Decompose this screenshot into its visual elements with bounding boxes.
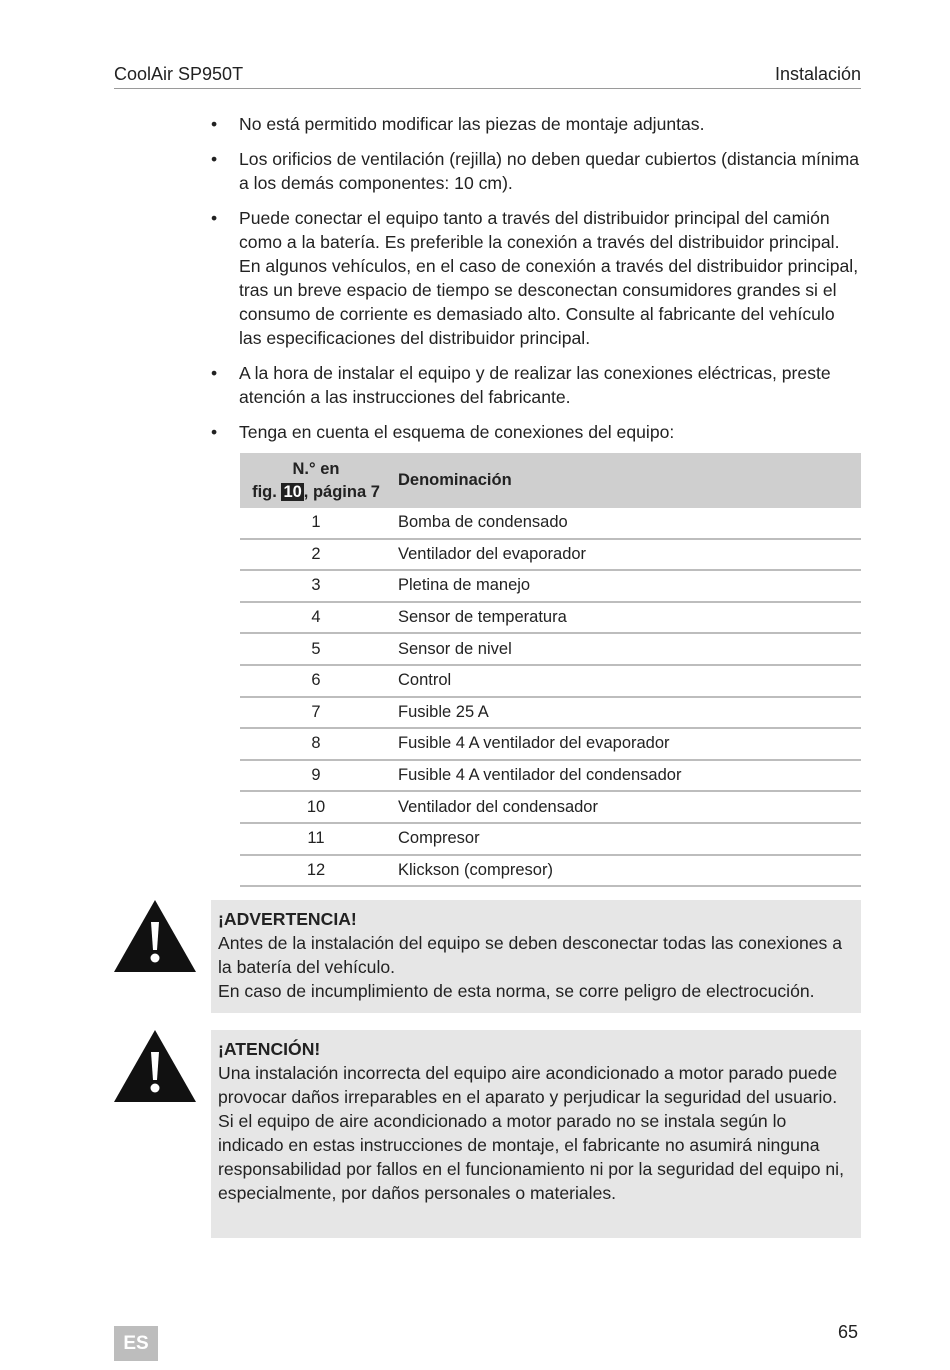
bullet-marker: • — [211, 363, 218, 383]
table-row — [240, 633, 861, 665]
row-number: 10 — [240, 791, 392, 823]
connection-table — [240, 453, 861, 887]
row-name: Control — [392, 665, 861, 697]
row-name: Bomba de condensado — [392, 508, 861, 539]
column-header-name: Denominación — [392, 453, 861, 508]
list-item — [211, 361, 861, 409]
list-item — [211, 147, 861, 195]
bullet-marker: • — [211, 114, 218, 134]
table-header-row — [240, 453, 861, 508]
list-item — [211, 206, 861, 350]
list-item-text: Tenga en cuenta el esquema de conexiones del equipo: — [239, 422, 675, 442]
caution-box — [211, 1030, 861, 1238]
row-name: Sensor de nivel — [392, 633, 861, 665]
list-item — [211, 112, 861, 136]
table-row — [240, 665, 861, 697]
table-row — [240, 570, 861, 602]
row-number: 11 — [240, 823, 392, 855]
warning-text: Antes de la instalación del equipo se deben desconectar todas las conexiones a la batería del vehículo. — [218, 933, 843, 977]
table-row — [240, 539, 861, 571]
table-row — [240, 728, 861, 760]
row-number: 3 — [240, 570, 392, 602]
bullet-marker: • — [211, 422, 218, 442]
row-name: Ventilador del evaporador — [392, 539, 861, 571]
row-name: Fusible 4 A ventilador del condensador — [392, 760, 861, 792]
figure-reference: 10 — [283, 482, 302, 501]
bullet-marker: • — [211, 149, 218, 169]
table-row — [240, 823, 861, 855]
warning-triangle-icon — [114, 900, 196, 972]
row-number: 8 — [240, 728, 392, 760]
table-row — [240, 602, 861, 634]
row-name: Sensor de temperatura — [392, 602, 861, 634]
table-row — [240, 760, 861, 792]
row-name: Ventilador del condensador — [392, 791, 861, 823]
list-item-text: Los orificios de ventilación (rejilla) no deben quedar cubiertos (distancia mínima a los demás componentes: 10 cm). — [239, 149, 860, 193]
warning-triangle-icon — [114, 1030, 196, 1102]
column-header-number — [240, 453, 392, 508]
list-item — [211, 420, 861, 444]
caution-text: Si el equipo de aire acondicionado a motor parado no se instala según lo indicado en estas instrucciones de montaje, el fabricante no asumirá ninguna responsabilidad por fallos en el funcionamiento ni por la seguridad del equipo ni, especialmente, por daños personales o materiales. — [218, 1111, 844, 1203]
list-item-text: A la hora de instalar el equipo y de realizar las conexiones eléctricas, preste atención a las instrucciones del fabricante. — [239, 363, 831, 407]
list-item-text: No está permitido modificar las piezas de montaje adjuntas. — [239, 114, 705, 134]
table-row — [240, 508, 861, 539]
instruction-list — [211, 112, 861, 455]
section-title: Instalación — [774, 64, 861, 84]
row-name: Pletina de manejo — [392, 570, 861, 602]
warning-box — [211, 900, 861, 1013]
row-name: Fusible 4 A ventilador del evaporador — [392, 728, 861, 760]
table-row — [240, 855, 861, 887]
row-number: 6 — [240, 665, 392, 697]
page-reference: , página 7 — [303, 482, 380, 501]
table-row — [240, 791, 861, 823]
table-row — [240, 697, 861, 729]
row-number: 4 — [240, 602, 392, 634]
row-number: 2 — [240, 539, 392, 571]
product-name: CoolAir SP950T — [114, 64, 244, 84]
fig-label: fig. — [252, 482, 277, 501]
page-number: 65 — [838, 1322, 859, 1342]
row-number: 12 — [240, 855, 392, 887]
warning-title: ¡ADVERTENCIA! — [218, 909, 357, 929]
row-name: Compresor — [392, 823, 861, 855]
row-number: 7 — [240, 697, 392, 729]
row-number: 9 — [240, 760, 392, 792]
row-number: 5 — [240, 633, 392, 665]
list-item-text: Puede conectar el equipo tanto a través del distribuidor principal del camión como a la batería. Es preferible la conexión a través del distribuidor principal. En algunos vehículos, en el caso de conexión a través del distribuidor principal, tras un breve espacio de tiempo se desconectan consumidores grandes si el consumo de corriente es demasiado alto. Consulte al fabricante del vehículo las especificaciones del distribuidor principal. — [239, 208, 859, 348]
language-badge: ES — [114, 1326, 158, 1361]
page-header — [114, 62, 861, 89]
caution-text: Una instalación incorrecta del equipo aire acondicionado a motor parado puede provocar daños irreparables en el aparato y perjudicar la seguridad del usuario. — [218, 1063, 838, 1107]
bullet-marker: • — [211, 208, 218, 228]
caution-title: ¡ATENCIÓN! — [218, 1039, 321, 1059]
warning-text: En caso de incumplimiento de esta norma, se corre peligro de electrocución. — [218, 981, 815, 1001]
row-number: 1 — [240, 508, 392, 539]
row-name: Klickson (compresor) — [392, 855, 861, 887]
row-name: Fusible 25 A — [392, 697, 861, 729]
column-header-line: N.° en — [292, 459, 340, 478]
